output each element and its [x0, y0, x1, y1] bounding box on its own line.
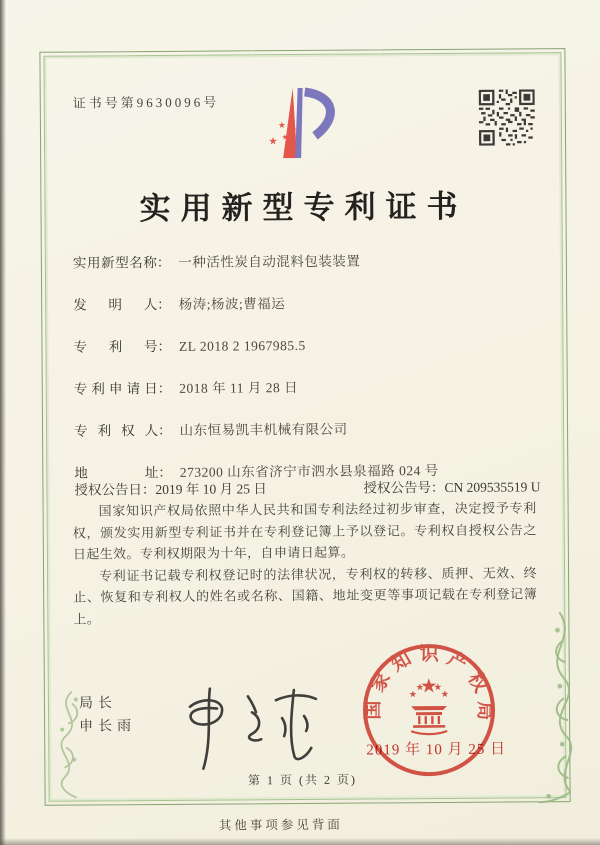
- field-address: 地址： 273200 山东省济宁市泗水县泉福路 024 号: [74, 458, 542, 481]
- page-number: 第 1 页 (共 2 页): [247, 772, 358, 788]
- director-signature: [170, 676, 321, 782]
- grant-number: 授权公告号：CN 209535519 U: [363, 479, 541, 496]
- official-seal: [353, 635, 507, 786]
- field-name: 实用新型名称： 一种活性炭自动混料包装装置: [73, 248, 541, 271]
- field-value: 山东恒易凯丰机械有限公司: [179, 421, 348, 438]
- patent-office-logo-icon: [253, 84, 349, 170]
- director-name: 申长雨: [79, 719, 137, 735]
- scan-edge-left: [0, 0, 6, 845]
- qr-code: [479, 89, 535, 145]
- grant-line: [74, 475, 566, 498]
- body-paragraph-2: 专利证书记载专利权登记时的法律状况，专利权的转移、质押、无效、终止、恢复和专利权人的姓名或名称、国籍、地址变更等事项记载在专利登记簿上。: [73, 564, 538, 627]
- field-label: 实用新型名称: [72, 254, 157, 271]
- grant-date: 授权公告日：2019 年 10 月 25 日: [74, 481, 267, 498]
- body-paragraph-1: 国家知识产权局依照中华人民共和国专利法经过初步审查，决定授予专利权，颁发实用新型专利证书并在专利登记簿上予以登记。专利权自授权公告之日起生效。专利权期限为十年，自申请日起算。: [72, 500, 537, 562]
- back-note: 其他事项参见背面: [218, 817, 343, 833]
- legal-text: [73, 497, 538, 629]
- field-list: [73, 248, 543, 503]
- field-value: 杨涛;杨波;曹福运: [178, 296, 286, 312]
- field-label: 发明人: [73, 296, 158, 313]
- field-value: 273200 山东省济宁市泗水县泉福路 024 号: [179, 463, 439, 480]
- certificate-title: 实用新型专利证书: [139, 188, 468, 227]
- field-value: 2018 年 11 月 28 日: [179, 380, 299, 396]
- field-inventors: 发明人： 杨涛;杨波;曹福运: [73, 290, 541, 313]
- seal-text: 国家知识产权局: [363, 644, 496, 721]
- certificate-number: 证书号第9630096号: [72, 94, 220, 111]
- scan-edge-bottom: [0, 838, 600, 845]
- field-label: 专利申请日: [73, 380, 158, 397]
- field-value: ZL 2018 2 1967985.5: [178, 337, 306, 354]
- seal-date: 2019 年 10 月 25 日: [366, 741, 507, 759]
- field-patentee: 专利权人： 山东恒易凯丰机械有限公司: [74, 416, 542, 439]
- field-label: 专利号: [73, 338, 158, 355]
- field-patent-no: 专利号： ZL 2018 2 1967985.5: [73, 332, 541, 355]
- field-value: 一种活性炭自动混料包装装置: [178, 253, 361, 270]
- national-emblem-icon: [409, 678, 449, 734]
- field-filing-date: 专利申请日： 2018 年 11 月 28 日: [74, 374, 542, 397]
- director-title: 局长: [78, 696, 118, 712]
- field-label: 地址: [74, 464, 159, 481]
- field-label: 专利权人: [74, 422, 159, 439]
